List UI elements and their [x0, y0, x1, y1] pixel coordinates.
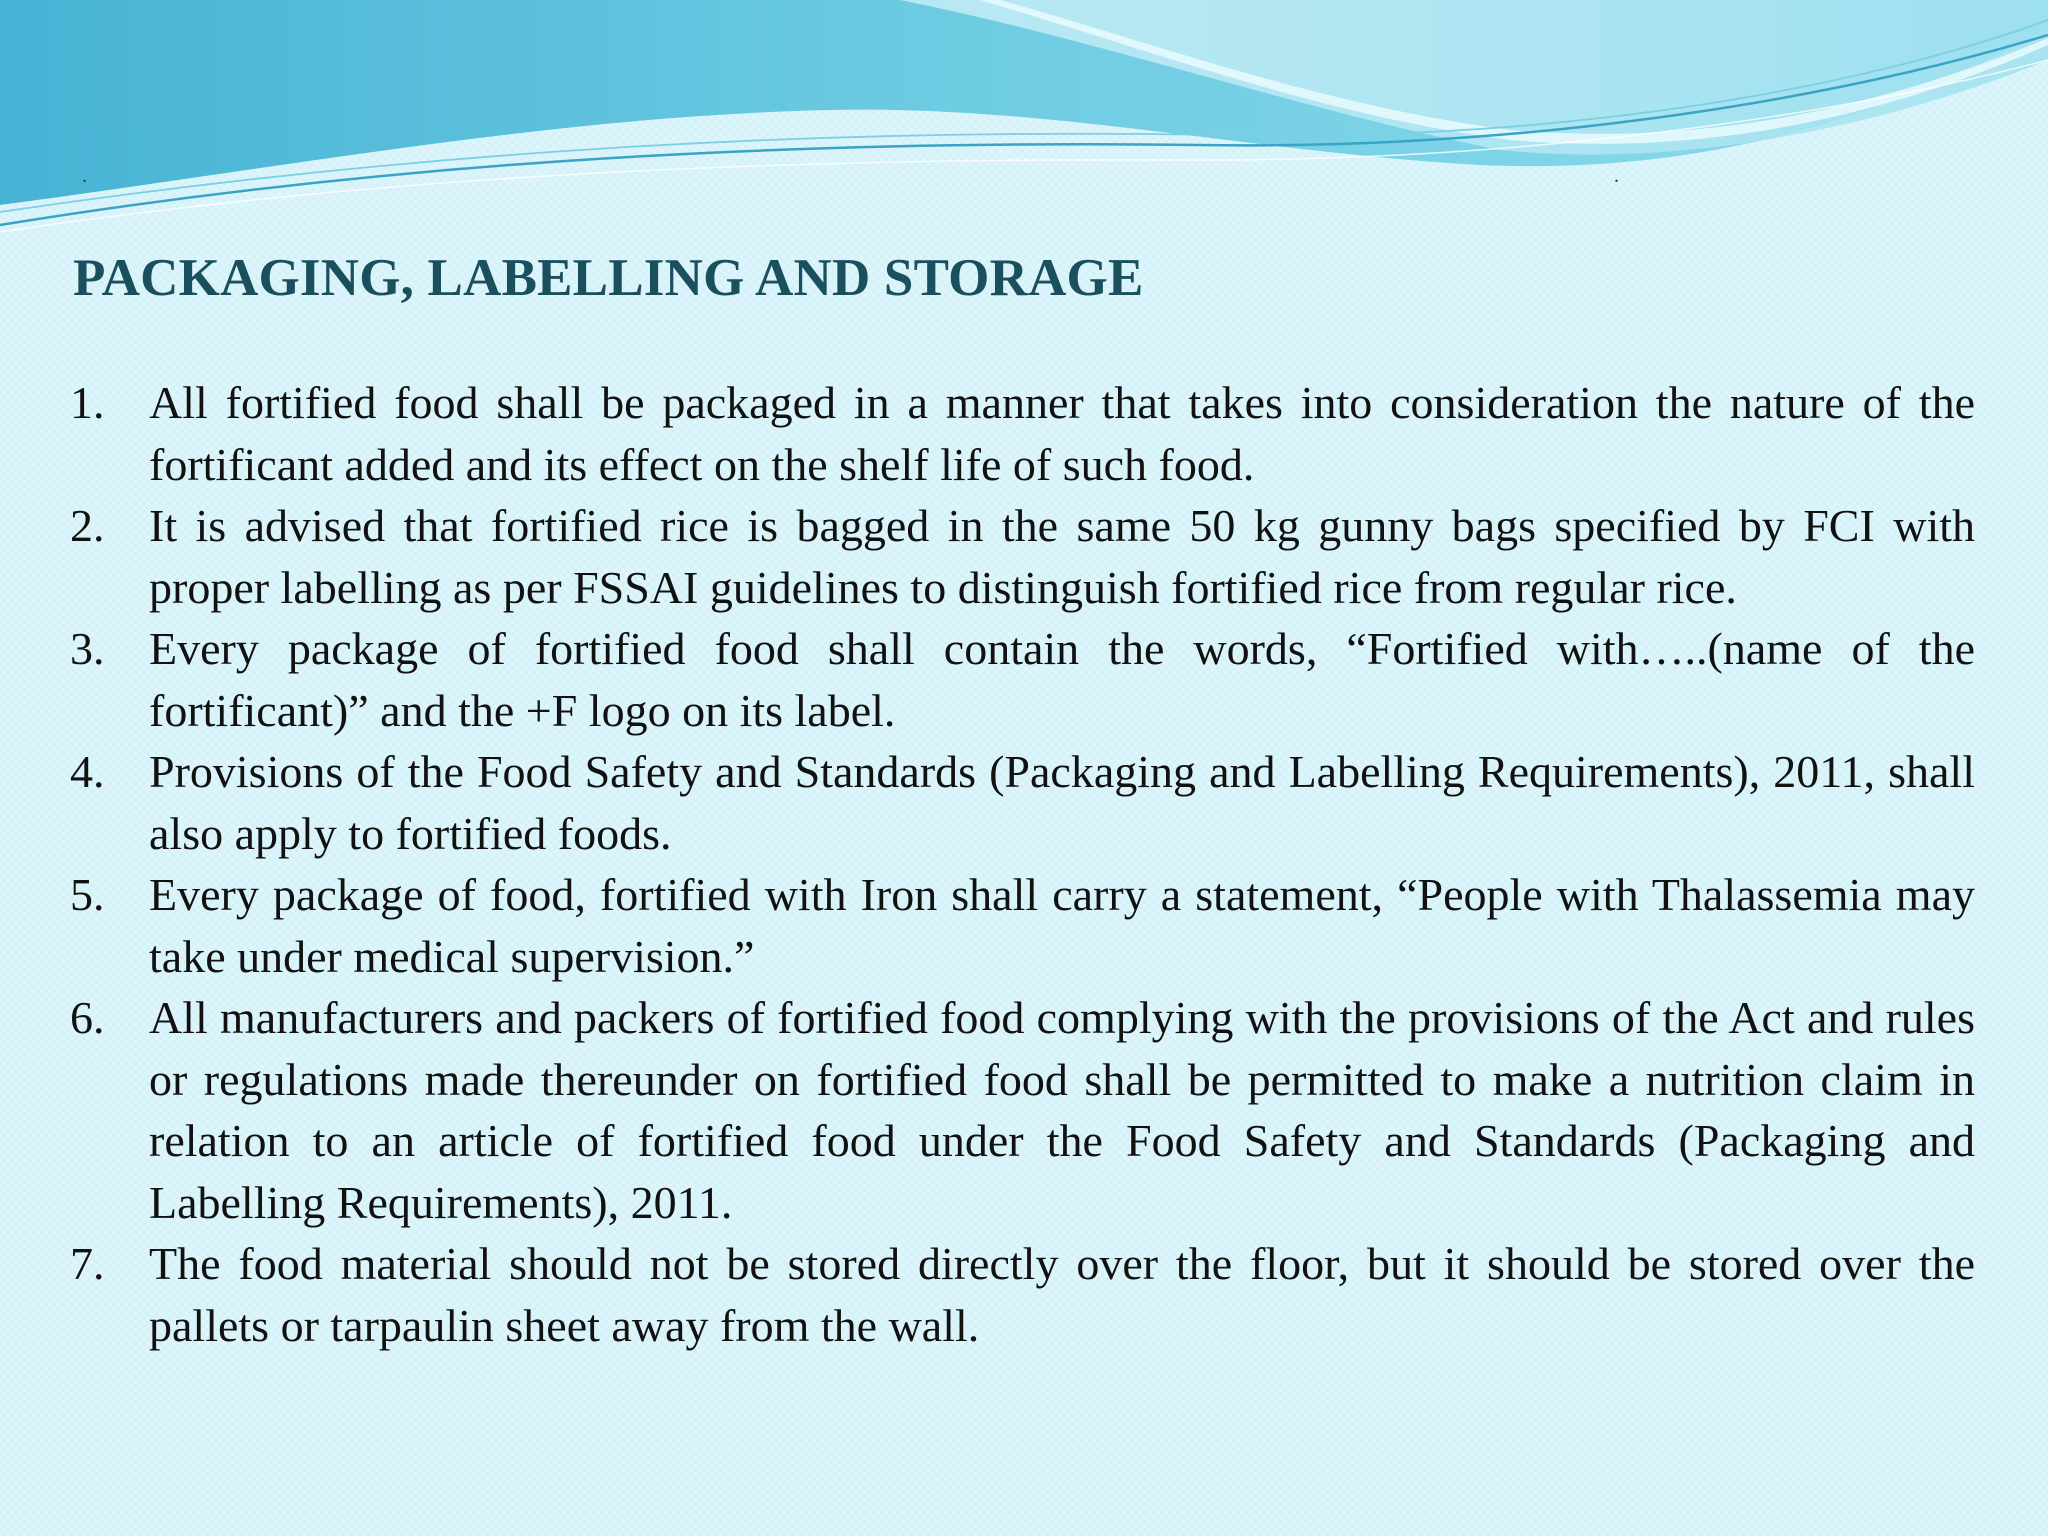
list-item-text: Provisions of the Food Safety and Standards (Packaging and Labelling Requirements), 2011, shall also apply to fortified foods. [149, 746, 1975, 859]
list-item-text: Every package of fortified food shall contain the words, “Fortified with…..(name of the fortificant)” and the +F logo on its label. [149, 623, 1975, 736]
list-item [70, 864, 1975, 987]
slide-marker-right: . [1614, 165, 1619, 187]
list-item-text: All fortified food shall be packaged in a manner that takes into consideration the nature of the fortificant added and its effect on the shelf life of such food. [149, 377, 1975, 490]
requirements-list [70, 372, 1975, 1356]
list-item-number: 2. [70, 500, 105, 551]
list-item-number: 1. [70, 377, 105, 428]
list-item-text: Every package of food, fortified with Iron shall carry a statement, “People with Thalassemia may take under medical supervision.” [149, 869, 1975, 982]
list-item-text: All manufacturers and packers of fortified food complying with the provisions of the Act and rules or regulations made thereunder on fortified food shall be permitted to make a nutrition claim in relation to an article of fortified food under the Food Safety and Standards (Packaging and Labelling Requirements), 2011. [149, 992, 1975, 1228]
slide-marker-left: . [82, 165, 87, 187]
list-item [70, 987, 1975, 1233]
list-item [70, 1233, 1975, 1356]
list-item-number: 6. [70, 992, 105, 1043]
header-wave-decoration [0, 0, 2048, 240]
list-item [70, 495, 1975, 618]
list-item-number: 4. [70, 746, 105, 797]
slide-title: PACKAGING, LABELLING AND STORAGE [73, 249, 1144, 307]
list-item-number: 5. [70, 869, 105, 920]
list-item-number: 3. [70, 623, 105, 674]
list-item-number: 7. [70, 1238, 105, 1289]
list-item [70, 741, 1975, 864]
list-item [70, 618, 1975, 741]
list-item-text: The food material should not be stored directly over the floor, but it should be stored over the pallets or tarpaulin sheet away from the wall. [149, 1238, 1975, 1351]
list-item-text: It is advised that fortified rice is bagged in the same 50 kg gunny bags specified by FCI with proper labelling as per FSSAI guidelines to distinguish fortified rice from regular rice. [149, 500, 1975, 613]
list-item [70, 372, 1975, 495]
